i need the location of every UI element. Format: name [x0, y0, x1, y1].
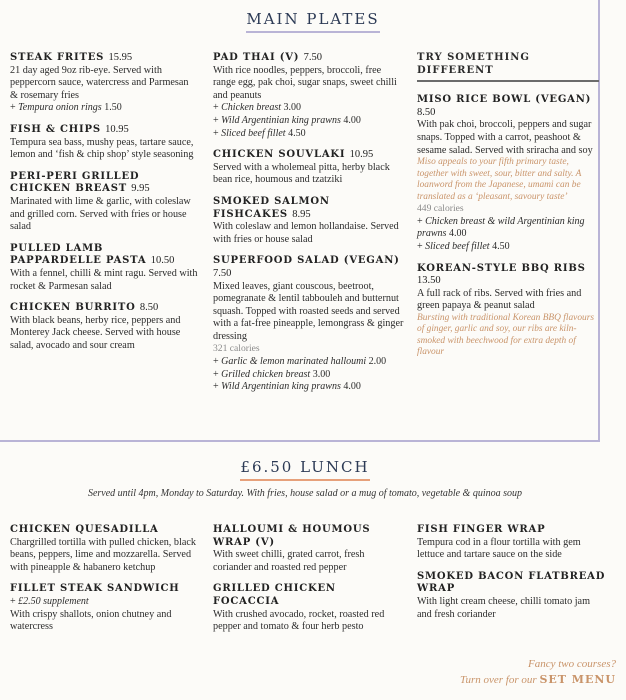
- item-description: Tempura sea bass, mushy peas, tartare sauce, lemon and ‘fish & chip shop’ style seasoning: [10, 136, 194, 161]
- lunch-title: £6.50 LUNCH: [0, 458, 610, 476]
- item-price: 7.50: [303, 52, 323, 63]
- item-description: Served with a wholemeal pitta, herby black bean rice, houmous and tzatziki: [213, 161, 390, 186]
- menu-item: [10, 583, 198, 633]
- footer-line-1: Fancy two courses?: [528, 658, 616, 670]
- item-name: [213, 52, 405, 65]
- footer-line-2: Turn over for our SET MENU: [459, 673, 616, 686]
- plus-sign: +: [213, 114, 222, 126]
- main-column-1: [10, 52, 198, 361]
- item-title: HALLOUMI & HOUMOUS WRAP (V): [213, 524, 371, 548]
- lunch-served-note: Served until 4pm, Monday to Saturday. With fries, house salad or a mug of tomato, vegetable & quinoa soup: [87, 488, 523, 499]
- item-name: [10, 171, 198, 196]
- item-name: [10, 124, 198, 137]
- item-addon: [417, 216, 599, 241]
- item-description: With light cream cheese, chilli tomato jam and fresh coriander: [417, 595, 591, 620]
- menu-item: [10, 52, 198, 115]
- addon-text: Wild Argentinian king prawns: [221, 114, 341, 126]
- item-price: 10.50: [150, 255, 175, 267]
- menu-item: [10, 243, 198, 293]
- plus-sign: +: [417, 215, 426, 227]
- item-name: [417, 524, 607, 537]
- menu-item: [213, 196, 405, 246]
- item-addon: [417, 241, 599, 254]
- plus-sign: +: [213, 368, 222, 380]
- plus-sign: +: [10, 102, 19, 114]
- addon-text: Sliced beef fillet: [425, 240, 490, 252]
- menu-item: [213, 149, 405, 187]
- item-price: 15.95: [108, 52, 133, 63]
- item-name: [213, 583, 405, 608]
- item-note: Bursting with traditional Korean BBQ flavours of ginger, garlic and soy, our ribs are kiln-smoked with beechwood for extra depth of flavour: [417, 312, 595, 358]
- plus-sign: +: [417, 240, 426, 252]
- menu-item: [10, 524, 198, 574]
- item-title: PULLED LAMB PAPPARDELLE PASTA: [10, 242, 147, 267]
- plus-sign: +: [213, 102, 222, 114]
- item-calories: 321 calories: [213, 343, 260, 355]
- item-name: [417, 571, 607, 596]
- item-title: CHICKEN QUESADILLA: [10, 524, 159, 535]
- addon-text: Tempura onion rings: [18, 102, 102, 114]
- item-calories: 449 calories: [417, 203, 464, 215]
- item-price: 8.50: [417, 106, 436, 118]
- item-price: 9.95: [131, 183, 150, 195]
- menu-item: [213, 255, 405, 394]
- item-title: CHICKEN SOUVLAKI: [213, 149, 346, 161]
- item-addon: [213, 115, 405, 128]
- addon-price: 4.50: [288, 127, 306, 139]
- menu-item: [417, 94, 599, 253]
- item-price: 8.95: [292, 208, 311, 220]
- item-title: FISH FINGER WRAP: [417, 524, 546, 535]
- addon-text: Sliced beef fillet: [221, 127, 286, 139]
- set-menu-link: SET MENU: [539, 673, 616, 686]
- item-title: SUPERFOOD SALAD (VEGAN): [213, 255, 400, 267]
- item-description: With pak choi, broccoli, peppers and sugar snaps. Topped with a carrot, peashoot & sesame salad. Served with sriracha and soy: [417, 119, 593, 156]
- item-title: PERI-PERI GRILLED CHICKEN BREAST: [10, 170, 140, 195]
- item-name: [10, 302, 198, 315]
- lunch-column-1: [10, 524, 198, 643]
- item-name: [10, 583, 198, 596]
- item-name: [213, 149, 405, 162]
- addon-price: 4.50: [492, 240, 510, 252]
- item-description: With coleslaw and lemon hollandaise. Served with fries or house salad: [213, 221, 399, 245]
- item-name: [10, 524, 198, 537]
- item-addon: [213, 381, 405, 394]
- item-price: 10.95: [349, 149, 374, 161]
- item-description: 21 day aged 9oz rib-eye. Served with peppercorn sauce, watercress and Parmesan & rosemary fries: [10, 64, 189, 101]
- addon-text: Grilled chicken breast: [221, 368, 311, 380]
- item-name: [417, 263, 599, 288]
- plus-sign: +: [10, 595, 19, 607]
- item-name: [213, 524, 405, 549]
- item-description: With crushed avocado, rocket, roasted red pepper and tomato & four herb pesto: [213, 608, 385, 633]
- addon-price: 2.00: [368, 356, 387, 368]
- addon-price: 3.00: [312, 368, 331, 380]
- item-title: PAD THAI (V): [213, 52, 300, 63]
- item-price: 10.95: [105, 123, 129, 135]
- menu-item: [10, 302, 198, 352]
- menu-item: [417, 263, 599, 359]
- try-something-different-heading: TRY SOMETHING DIFFERENT: [417, 52, 599, 82]
- footer-note: [460, 657, 616, 688]
- main-column-3: [417, 52, 599, 368]
- item-description: With black beans, herby rice, peppers and Monterey Jack cheese. Served with house salad, avocado and sour cream: [10, 314, 181, 351]
- menu-item: [10, 171, 198, 234]
- menu-item: [417, 571, 607, 621]
- item-title: FISH & CHIPS: [10, 123, 101, 135]
- main-plates-title: MAIN PLATES: [0, 10, 626, 28]
- item-description: With a fennel, chilli & mint ragu. Served with rocket & Parmesan salad: [10, 267, 198, 292]
- addon-price: 4.00: [343, 114, 361, 126]
- addon-price: 3.00: [283, 102, 302, 114]
- item-price: 8.50: [139, 302, 159, 314]
- item-addon: [213, 369, 405, 382]
- item-title: SMOKED SALMON FISHCAKES: [213, 195, 330, 220]
- lunch-column-3: [417, 524, 607, 630]
- addon-text: Garlic & lemon marinated halloumi: [221, 356, 367, 368]
- item-description: With rice noodles, peppers, broccoli, free range egg, pak choi, sugar snaps, sweet chilli and peanuts: [213, 64, 397, 101]
- menu-item: [213, 52, 405, 140]
- item-title: CHICKEN BURRITO: [10, 302, 136, 314]
- item-description: Tempura cod in a flour tortilla with gem lettuce and tartare sauce on the side: [417, 536, 581, 561]
- lunch-column-2: [213, 524, 405, 643]
- addon-price: 1.50: [104, 102, 122, 114]
- addon-price: 4.00: [343, 381, 361, 393]
- plus-sign: +: [213, 381, 222, 393]
- item-description: Marinated with lime & garlic, with coleslaw and grilled corn. Served with fries or house salad: [10, 195, 191, 233]
- item-price: 7.50: [213, 267, 232, 279]
- menu-item: [213, 583, 405, 633]
- supplement-text: £2.50 supplement: [18, 595, 89, 607]
- item-name: [10, 243, 198, 268]
- addon-text: Chicken breast: [221, 102, 282, 114]
- item-title: FILLET STEAK SANDWICH: [10, 583, 180, 595]
- item-addon: [213, 102, 405, 115]
- item-description: Chargrilled tortilla with pulled chicken, black beans, peppers, lime and mozzarella. Served with pineapple & habanero ketchup: [10, 536, 196, 573]
- plus-sign: +: [213, 356, 222, 368]
- item-title: SMOKED BACON FLATBREAD WRAP: [417, 570, 606, 595]
- item-price: 13.50: [417, 275, 441, 287]
- addon-price: 4.00: [448, 228, 467, 240]
- menu-item: [417, 524, 607, 562]
- plus-sign: +: [213, 127, 222, 139]
- item-addon: [213, 356, 405, 369]
- item-name: [417, 94, 599, 119]
- main-column-2: [213, 52, 405, 403]
- menu-item: [213, 524, 405, 574]
- item-addon: [10, 102, 198, 115]
- item-name: [213, 255, 405, 280]
- item-description: Mixed leaves, giant couscous, beetroot, pomegranate & lentil tabbouleh and butternut squash. Topped with roasted seeds and served with a fat-free pineapple, lemongrass & ginger dressing: [213, 280, 404, 342]
- menu-item: [10, 124, 198, 162]
- addon-text: Chicken breast & wild Argentinian king prawns: [417, 215, 585, 240]
- item-addon: [213, 128, 405, 141]
- item-note: Miso appeals to your fifth primary taste, together with sweet, sour, bitter and salty. A loanword from the Japanese, umami can be translated as a ‘pleasant, savoury taste’: [417, 157, 582, 202]
- item-name: [213, 196, 405, 221]
- item-description: With sweet chilli, grated carrot, fresh coriander and roasted red pepper: [213, 549, 365, 573]
- item-supplement: [10, 596, 198, 609]
- item-title: MISO RICE BOWL (VEGAN): [417, 94, 592, 106]
- item-description: A full rack of ribs. Served with fries and green papaya & peanut salad: [417, 287, 582, 312]
- item-title: STEAK FRITES: [10, 52, 105, 63]
- item-title: KOREAN-STYLE BBQ RIBS: [417, 262, 586, 274]
- addon-text: Wild Argentinian king prawns: [221, 381, 341, 393]
- item-title: GRILLED CHICKEN FOCACCIA: [213, 583, 336, 607]
- item-name: [10, 52, 198, 65]
- item-description: With crispy shallots, onion chutney and watercress: [10, 608, 172, 633]
